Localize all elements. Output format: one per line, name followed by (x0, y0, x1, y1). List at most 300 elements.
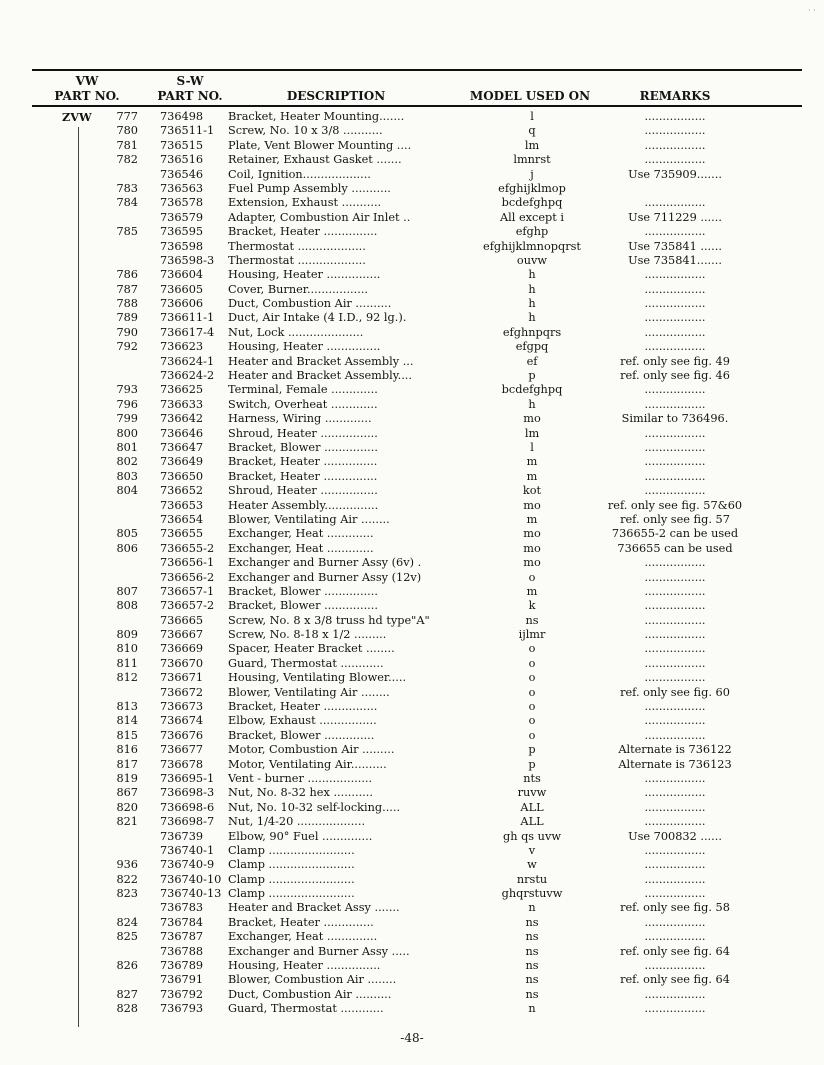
description: Exchanger and Burner Assy ..... (228, 944, 410, 958)
description: Screw, No. 8 x 3/8 truss hd type"A" (228, 613, 430, 627)
vw-part-no: 817 (116, 757, 138, 771)
remarks: ................. (644, 771, 706, 785)
table-row (0, 182, 824, 196)
description: Bracket, Blower ............... (228, 599, 378, 613)
remarks: ................. (644, 282, 706, 296)
description: Guard, Thermostat ............ (228, 656, 384, 670)
vw-part-no: 793 (116, 383, 138, 397)
header-description: DESCRIPTION (286, 89, 386, 103)
table-row (0, 758, 824, 772)
remarks: ................. (644, 124, 706, 138)
description: Motor, Ventilating Air.......... (228, 757, 387, 771)
description: Clamp ........................ (228, 858, 355, 872)
remarks: ................. (644, 887, 706, 901)
description: Heater Assembly............... (228, 498, 379, 512)
sw-part-no: 736611-1 (160, 311, 215, 325)
vw-part-no: 801 (116, 440, 138, 454)
vw-part-no: 805 (116, 527, 138, 541)
model-used-on: ns (525, 613, 539, 627)
vw-part-no: 936 (116, 858, 138, 872)
remarks: ................. (644, 397, 706, 411)
description: Adapter, Combustion Air Inlet .. (228, 210, 411, 224)
remarks: Alternate is 736123 (618, 757, 732, 771)
description: Exchanger and Burner Assy (6v) . (228, 556, 422, 570)
vw-part-no: 819 (116, 771, 138, 785)
sw-part-no: 736789 (160, 959, 204, 973)
vw-part-no: 828 (116, 1002, 138, 1016)
remarks: Use 735841....... (628, 253, 722, 267)
sw-part-no: 736546 (160, 167, 204, 181)
model-used-on: mo (523, 556, 541, 570)
description: Heater and Bracket Assy ....... (228, 901, 400, 915)
table-row (0, 830, 824, 844)
vw-part-no: 802 (116, 455, 138, 469)
model-used-on: ALL (520, 815, 544, 829)
sw-part-no: 736791 (160, 973, 204, 987)
sw-part-no: 736604 (160, 268, 204, 282)
table-row (0, 326, 824, 340)
table-row (0, 873, 824, 887)
description: Screw, No. 10 x 3/8 ........... (228, 124, 383, 138)
vw-part-no: 814 (116, 714, 138, 728)
header-model-used-on: MODEL USED ON (469, 89, 591, 103)
sw-part-no: 736670 (160, 656, 204, 670)
description: Shroud, Heater ................ (228, 426, 378, 440)
table-row (0, 887, 824, 901)
model-used-on: h (528, 282, 536, 296)
description: Bracket, Blower .............. (228, 728, 375, 742)
table-row (0, 513, 824, 527)
remarks: ................. (644, 800, 706, 814)
model-used-on: n (528, 1002, 536, 1016)
table-row (0, 427, 824, 441)
description: Duct, Air Intake (4 I.D., 92 lg.). (228, 311, 407, 325)
model-used-on: lm (524, 138, 540, 152)
vw-part-no: 813 (116, 700, 138, 714)
vw-part-no: 816 (116, 743, 138, 757)
sw-part-no: 736656-1 (160, 556, 215, 570)
table-row (0, 441, 824, 455)
sw-part-no: 736617-4 (160, 325, 215, 339)
remarks: ................. (644, 138, 706, 152)
model-used-on: kot (522, 484, 542, 498)
vw-part-no: 783 (116, 181, 138, 195)
table-row (0, 700, 824, 714)
vw-part-no: 786 (116, 268, 138, 282)
description: Blower, Combustion Air ........ (228, 973, 397, 987)
table-row (0, 657, 824, 671)
sw-part-no: 736739 (160, 829, 204, 843)
table-row (0, 686, 824, 700)
sw-part-no: 736649 (160, 455, 204, 469)
vw-part-no: 822 (116, 872, 138, 886)
vw-part-no: 821 (116, 815, 138, 829)
sw-part-no: 736740-9 (160, 858, 215, 872)
sw-part-no: 736698-6 (160, 800, 215, 814)
parts-table-body (0, 110, 824, 1017)
remarks: ................. (644, 858, 706, 872)
remarks: Use 735909....... (628, 167, 722, 181)
sw-part-no: 736674 (160, 714, 204, 728)
remarks: ................. (644, 1002, 706, 1016)
description: Blower, Ventilating Air ........ (228, 685, 390, 699)
table-row (0, 139, 824, 153)
table-row (0, 801, 824, 815)
table-row (0, 455, 824, 469)
description: Bracket, Heater ............... (228, 455, 378, 469)
vw-part-no: 808 (116, 599, 138, 613)
sw-part-no: 736793 (160, 1002, 204, 1016)
vw-part-no: 826 (116, 959, 138, 973)
vw-part-no: 804 (116, 484, 138, 498)
page-number: -48- (400, 1031, 424, 1045)
model-used-on: m (526, 584, 538, 598)
remarks: ref. only see fig. 49 (620, 354, 730, 368)
sw-part-no: 736698-7 (160, 815, 215, 829)
table-row (0, 153, 824, 167)
table-row (0, 383, 824, 397)
vw-part-no: 812 (116, 671, 138, 685)
remarks: ................. (644, 110, 706, 123)
header-top-rule (32, 69, 802, 71)
description: Housing, Heater ............... (228, 340, 381, 354)
group-prefix: ZVW (62, 110, 92, 124)
table-row (0, 714, 824, 728)
vw-part-no: 796 (116, 397, 138, 411)
vw-part-no: 810 (116, 642, 138, 656)
remarks: ................. (644, 455, 706, 469)
vw-part-no: 782 (116, 153, 138, 167)
model-used-on: ns (525, 930, 539, 944)
vw-part-no: 820 (116, 800, 138, 814)
vw-part-no: 781 (116, 138, 138, 152)
sw-part-no: 736578 (160, 196, 204, 210)
model-used-on: h (528, 297, 536, 311)
remarks: 736655-2 can be used (611, 527, 739, 541)
remarks: ................. (644, 959, 706, 973)
description: Motor, Combustion Air ......... (228, 743, 395, 757)
remarks: ................. (644, 613, 706, 627)
table-row (0, 585, 824, 599)
sw-part-no: 736787 (160, 930, 204, 944)
table-row (0, 211, 824, 225)
description: Bracket, Heater ............... (228, 225, 378, 239)
sw-part-no: 736678 (160, 757, 204, 771)
sw-part-no: 736665 (160, 613, 204, 627)
sw-part-no: 736647 (160, 440, 204, 454)
model-used-on: j (530, 167, 534, 181)
model-used-on: o (528, 671, 536, 685)
table-row (0, 542, 824, 556)
model-used-on: ns (525, 915, 539, 929)
remarks: ................. (644, 196, 706, 210)
table-row (0, 484, 824, 498)
model-used-on: v (528, 843, 536, 857)
sw-part-no: 736624-1 (160, 354, 215, 368)
header-sw-line2: PART NO. (157, 89, 223, 103)
model-used-on: w (527, 858, 537, 872)
table-row (0, 311, 824, 325)
table-row (0, 110, 824, 124)
sw-part-no: 736624-2 (160, 369, 215, 383)
remarks: ................. (644, 815, 706, 829)
vw-part-no: 815 (116, 728, 138, 742)
model-used-on: ouvw (516, 253, 548, 267)
model-used-on: gh qs uvw (502, 829, 562, 843)
sw-part-no: 736740-1 (160, 843, 215, 857)
remarks: ref. only see fig. 46 (620, 369, 730, 383)
description: Switch, Overheat ............. (228, 397, 378, 411)
description: Bracket, Heater Mounting....... (228, 110, 405, 123)
sw-part-no: 736740-13 (160, 887, 222, 901)
model-used-on: ns (525, 944, 539, 958)
model-used-on: p (528, 757, 536, 771)
remarks: ................. (644, 383, 706, 397)
description: Nut, 1/4-20 ................... (228, 815, 366, 829)
description: Exchanger, Heat ............. (228, 527, 374, 541)
sw-part-no: 736783 (160, 901, 204, 915)
vw-part-no: 825 (116, 930, 138, 944)
vw-part-no: 777 (116, 110, 138, 123)
vw-part-no: 780 (116, 124, 138, 138)
sw-part-no: 736650 (160, 469, 204, 483)
vw-part-no: 809 (116, 628, 138, 642)
table-row (0, 283, 824, 297)
table-row (0, 297, 824, 311)
sw-part-no: 736657-1 (160, 584, 215, 598)
remarks: ................. (644, 728, 706, 742)
header-sw-line1: S-W (176, 74, 204, 88)
sw-part-no: 736653 (160, 498, 204, 512)
sw-part-no: 736792 (160, 987, 204, 1001)
model-used-on: l (530, 110, 534, 123)
remarks: ................. (644, 700, 706, 714)
table-row (0, 901, 824, 915)
description: Extension, Exhaust ........... (228, 196, 382, 210)
model-used-on: efghijklmnopqrst (483, 239, 581, 253)
table-row (0, 973, 824, 987)
description: Housing, Ventilating Blower..... (228, 671, 407, 685)
sw-part-no: 736625 (160, 383, 204, 397)
model-used-on: ghqrstuvw (501, 887, 563, 901)
sw-part-no: 736633 (160, 397, 204, 411)
remarks: Use 700832 ...... (628, 829, 722, 843)
model-used-on: nts (523, 771, 541, 785)
description: Duct, Combustion Air .......... (228, 297, 392, 311)
remarks: ................. (644, 599, 706, 613)
description: Harness, Wiring ............. (228, 412, 372, 426)
remarks: ................. (644, 556, 706, 570)
remarks: Use 735841 ...... (628, 239, 722, 253)
table-row (0, 614, 824, 628)
sw-part-no: 736623 (160, 340, 204, 354)
model-used-on: mo (523, 527, 541, 541)
model-used-on: q (528, 124, 536, 138)
description: Housing, Heater ............... (228, 959, 381, 973)
description: Exchanger, Heat ............. (228, 541, 374, 555)
vw-part-no: 790 (116, 325, 138, 339)
table-row (0, 124, 824, 138)
remarks: ref. only see fig. 64 (620, 944, 730, 958)
model-used-on: n (528, 901, 536, 915)
table-row (0, 412, 824, 426)
sw-part-no: 736595 (160, 225, 204, 239)
sw-part-no: 736698-3 (160, 786, 215, 800)
sw-part-no: 736655 (160, 527, 204, 541)
sw-part-no: 736657-2 (160, 599, 215, 613)
remarks: ................. (644, 426, 706, 440)
sw-part-no: 736598-3 (160, 253, 215, 267)
remarks: ................. (644, 714, 706, 728)
model-used-on: h (528, 397, 536, 411)
sw-part-no: 736652 (160, 484, 204, 498)
sw-part-no: 736676 (160, 728, 204, 742)
table-row (0, 470, 824, 484)
sw-part-no: 736515 (160, 138, 204, 152)
model-used-on: bcdefghpq (501, 196, 563, 210)
remarks: 736655 can be used (617, 541, 733, 555)
model-used-on: o (528, 700, 536, 714)
table-row (0, 671, 824, 685)
description: Screw, No. 8-18 x 1/2 ......... (228, 628, 387, 642)
table-row (0, 844, 824, 858)
description: Exchanger, Heat .............. (228, 930, 378, 944)
sw-part-no: 736605 (160, 282, 204, 296)
model-used-on: m (526, 469, 538, 483)
model-used-on: o (528, 570, 536, 584)
table-row (0, 571, 824, 585)
sw-part-no: 736579 (160, 210, 204, 224)
remarks: ................. (644, 642, 706, 656)
description: Bracket, Heater ............... (228, 700, 378, 714)
model-used-on: o (528, 714, 536, 728)
table-row (0, 355, 824, 369)
description: Clamp ........................ (228, 843, 355, 857)
description: Retainer, Exhaust Gasket ....... (228, 153, 402, 167)
vw-part-no: 799 (116, 412, 138, 426)
table-row (0, 858, 824, 872)
remarks: ................. (644, 440, 706, 454)
model-used-on: m (526, 455, 538, 469)
description: Elbow, 90° Fuel .............. (228, 829, 373, 843)
remarks: ................. (644, 570, 706, 584)
table-row (0, 729, 824, 743)
vw-part-no: 807 (116, 584, 138, 598)
sw-part-no: 736669 (160, 642, 204, 656)
table-row (0, 916, 824, 930)
model-used-on: efghp (515, 225, 549, 239)
model-used-on: h (528, 268, 536, 282)
remarks: ................. (644, 915, 706, 929)
model-used-on: o (528, 728, 536, 742)
vw-part-no: 800 (116, 426, 138, 440)
sw-part-no: 736642 (160, 412, 204, 426)
model-used-on: efghnpqrs (502, 325, 562, 339)
sw-part-no: 736695-1 (160, 771, 215, 785)
vw-part-no: 867 (116, 786, 138, 800)
vw-part-no: 784 (116, 196, 138, 210)
description: Fuel Pump Assembly ........... (228, 181, 391, 195)
model-used-on: ns (525, 959, 539, 973)
table-row (0, 988, 824, 1002)
table-row (0, 786, 824, 800)
description: Duct, Combustion Air .......... (228, 987, 392, 1001)
remarks: Use 711229 ...... (628, 210, 722, 224)
remarks: ................. (644, 656, 706, 670)
header-remarks: REMARKS (639, 89, 711, 103)
description: Terminal, Female ............. (228, 383, 378, 397)
table-row (0, 1002, 824, 1016)
model-used-on: mo (523, 541, 541, 555)
table-row (0, 772, 824, 786)
model-used-on: bcdefghpq (501, 383, 563, 397)
remarks: ................. (644, 930, 706, 944)
remarks: ref. only see fig. 60 (620, 685, 730, 699)
model-used-on: ns (525, 973, 539, 987)
sw-part-no: 736656-2 (160, 570, 215, 584)
description: Coil, Ignition................... (228, 167, 371, 181)
table-row (0, 556, 824, 570)
description: Vent - burner .................. (228, 771, 373, 785)
model-used-on: lmnrst (513, 153, 551, 167)
description: Nut, No. 8-32 hex ........... (228, 786, 373, 800)
remarks: Similar to 736496. (621, 412, 729, 426)
vw-part-no: 823 (116, 887, 138, 901)
model-used-on: All except i (499, 210, 565, 224)
vw-part-no: 792 (116, 340, 138, 354)
sw-part-no: 736498 (160, 110, 204, 123)
table-row (0, 499, 824, 513)
table-row (0, 743, 824, 757)
description: Heater and Bracket Assembly.... (228, 369, 412, 383)
vw-part-no: 785 (116, 225, 138, 239)
model-used-on: ruvw (517, 786, 547, 800)
sw-part-no: 736646 (160, 426, 204, 440)
table-row (0, 642, 824, 656)
model-used-on: efghijklmop (498, 181, 566, 195)
model-used-on: ns (525, 987, 539, 1001)
model-used-on: o (528, 642, 536, 656)
description: Clamp ........................ (228, 872, 355, 886)
remarks: ................. (644, 225, 706, 239)
model-used-on: h (528, 311, 536, 325)
table-row (0, 369, 824, 383)
header-vw-line2: PART NO. (54, 89, 120, 103)
model-used-on: p (528, 369, 536, 383)
description: Heater and Bracket Assembly ... (228, 354, 414, 368)
table-row (0, 340, 824, 354)
sw-part-no: 736563 (160, 181, 204, 195)
description: Housing, Heater ............... (228, 268, 381, 282)
table-row (0, 225, 824, 239)
sw-part-no: 736677 (160, 743, 204, 757)
header-vw-line1: VW (75, 74, 99, 88)
model-used-on: ALL (520, 800, 544, 814)
table-row (0, 628, 824, 642)
sw-part-no: 736673 (160, 700, 204, 714)
description: Bracket, Heater ............... (228, 469, 378, 483)
vw-part-no: 788 (116, 297, 138, 311)
table-row (0, 945, 824, 959)
description: Plate, Vent Blower Mounting .... (228, 138, 412, 152)
sw-part-no: 736516 (160, 153, 204, 167)
description: Guard, Thermostat ............ (228, 1002, 384, 1016)
description: Cover, Burner................. (228, 282, 368, 296)
description: Clamp ........................ (228, 887, 355, 901)
sw-part-no: 736672 (160, 685, 204, 699)
remarks: ................. (644, 987, 706, 1001)
sw-part-no: 736671 (160, 671, 204, 685)
